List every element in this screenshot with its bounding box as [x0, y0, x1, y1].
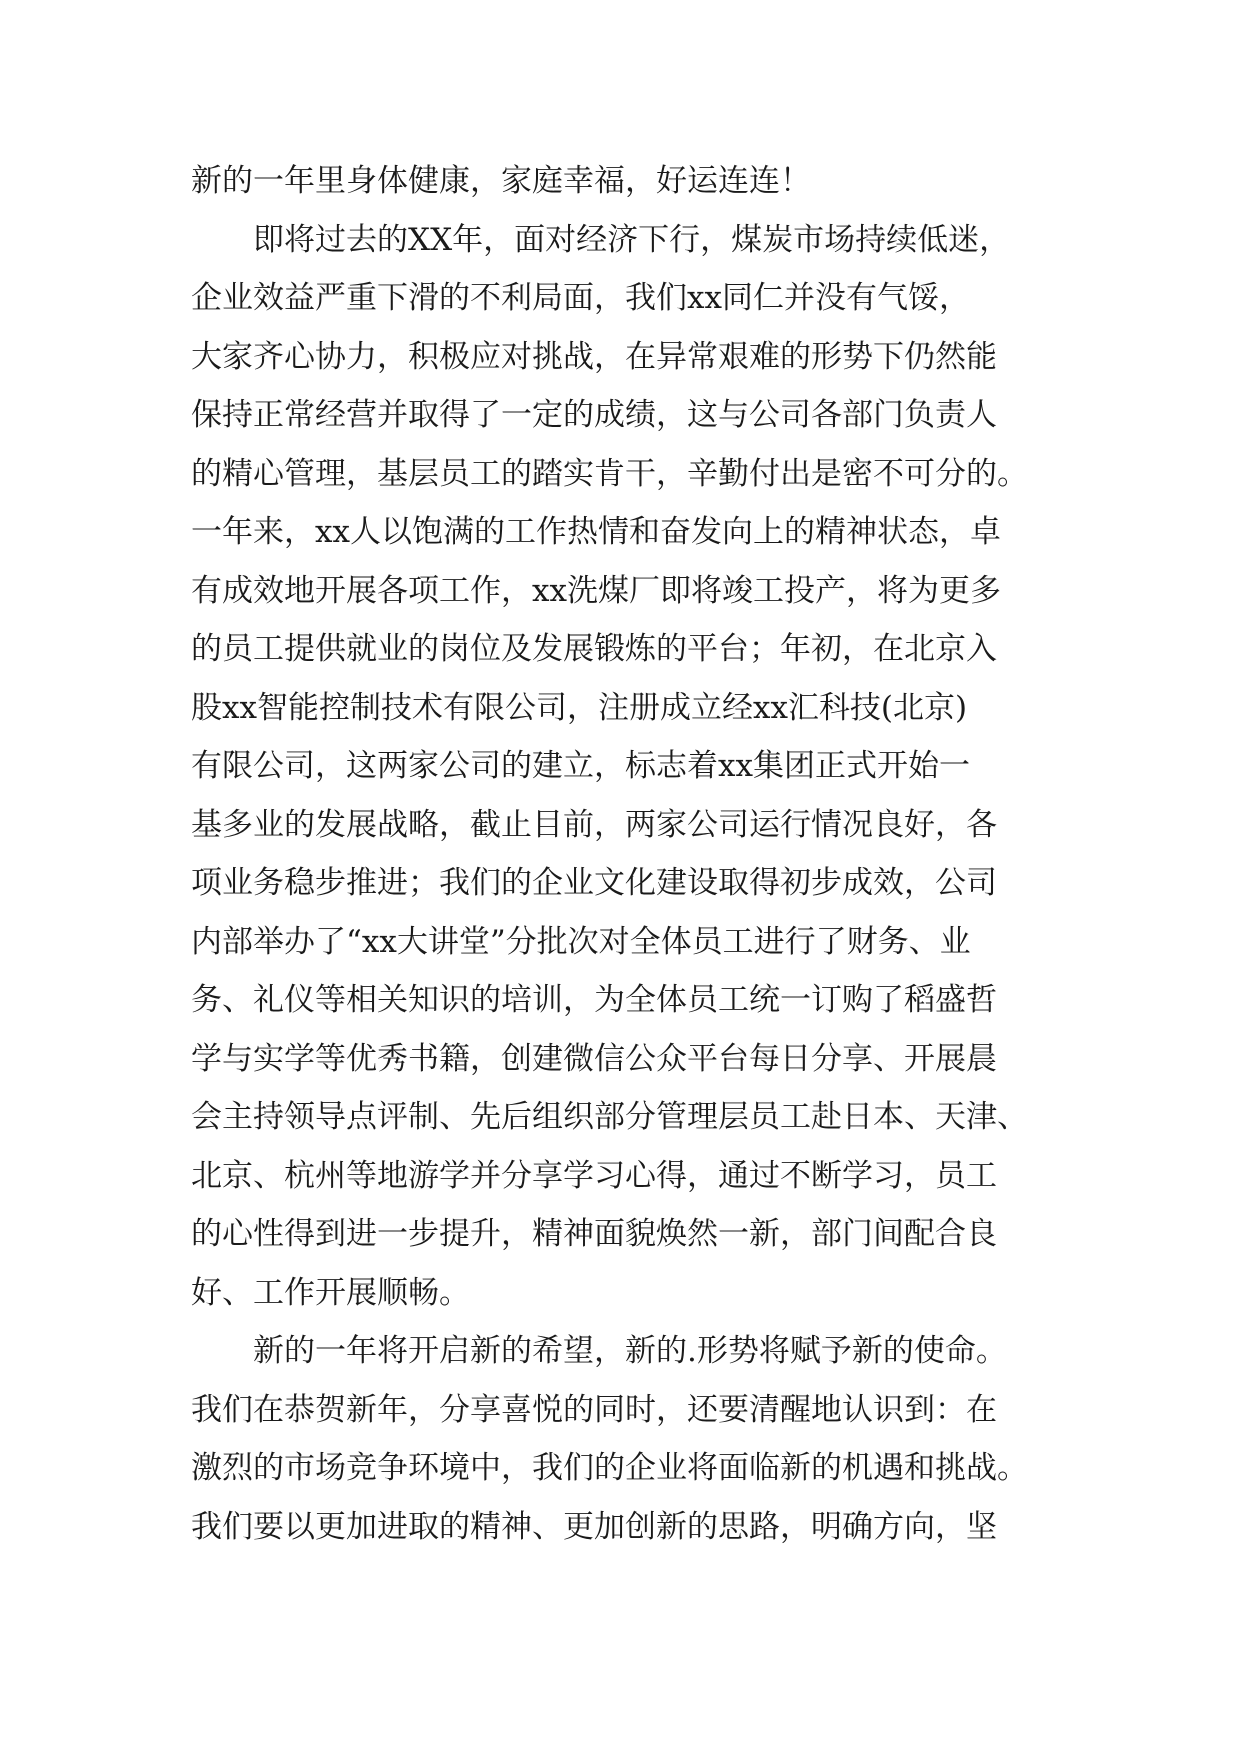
text-line: 务、礼仪等相关知识的培训，为全体员工统一订购了稻盛哲	[191, 982, 997, 1018]
text-line: 好、工作开展顺畅。	[191, 1274, 470, 1311]
text-line: 基多业的发展战略，截止目前，两家公司运行情况良好，各	[191, 806, 997, 843]
text-line: 大家齐心协力，积极应对挑战，在异常艰难的形势下仍然能	[191, 338, 997, 375]
text-line: 内部举办了“xx大讲堂”分批次对全体员工进行了财务、业	[191, 923, 971, 960]
text-line: 有限公司，这两家公司的建立，标志着xx集团正式开始一	[191, 748, 970, 784]
text-line: 我们要以更加进取的精神、更加创新的思路，明确方向，坚	[191, 1508, 997, 1545]
text-line: 的精心管理，基层员工的踏实肯干，辛勤付出是密不可分的。	[191, 455, 1028, 492]
text-line: 北京、杭州等地游学并分享学习心得，通过不断学习，员工	[191, 1157, 997, 1194]
paragraph-first-line: 即将过去的XX年，面对经济下行，煤炭市场持续低迷，	[253, 221, 1011, 258]
text-line: 学与实学等优秀书籍，创建微信公众平台每日分享、开展晨	[191, 1040, 997, 1077]
text-line: 项业务稳步推进；我们的企业文化建设取得初步成效，公司	[191, 865, 997, 901]
document-body	[191, 152, 1071, 1556]
text-line: 的员工提供就业的岗位及发展锻炼的平台；年初，在北京入	[191, 631, 997, 667]
text-line: 一年来，xx人以饱满的工作热情和奋发向上的精神状态，卓	[191, 514, 1001, 550]
text-line: 企业效益严重下滑的不利局面，我们xx同仁并没有气馁，	[191, 280, 970, 316]
text-line: 新的一年里身体健康，家庭幸福，好运连连！	[191, 163, 811, 199]
paragraph-first-line: 新的一年将开启新的希望，新的.形势将赋予新的使命。	[253, 1333, 1007, 1369]
text-line: 我们在恭贺新年，分享喜悦的同时，还要清醒地认识到：在	[191, 1391, 997, 1428]
text-line: 的心性得到进一步提升，精神面貌焕然一新，部门间配合良	[191, 1216, 997, 1252]
text-line: 保持正常经营并取得了一定的成绩，这与公司各部门负责人	[191, 397, 997, 433]
text-line: 会主持领导点评制、先后组织部分管理层员工赴日本、天津、	[191, 1099, 1028, 1135]
text-line: 股xx智能控制技术有限公司，注册成立经xx汇科技(北京)	[191, 689, 968, 726]
text-line: 有成效地开展各项工作，xx洗煤厂即将竣工投产，将为更多	[191, 572, 1001, 609]
text-line: 激烈的市场竞争环境中，我们的企业将面临新的机遇和挑战。	[191, 1450, 1028, 1486]
